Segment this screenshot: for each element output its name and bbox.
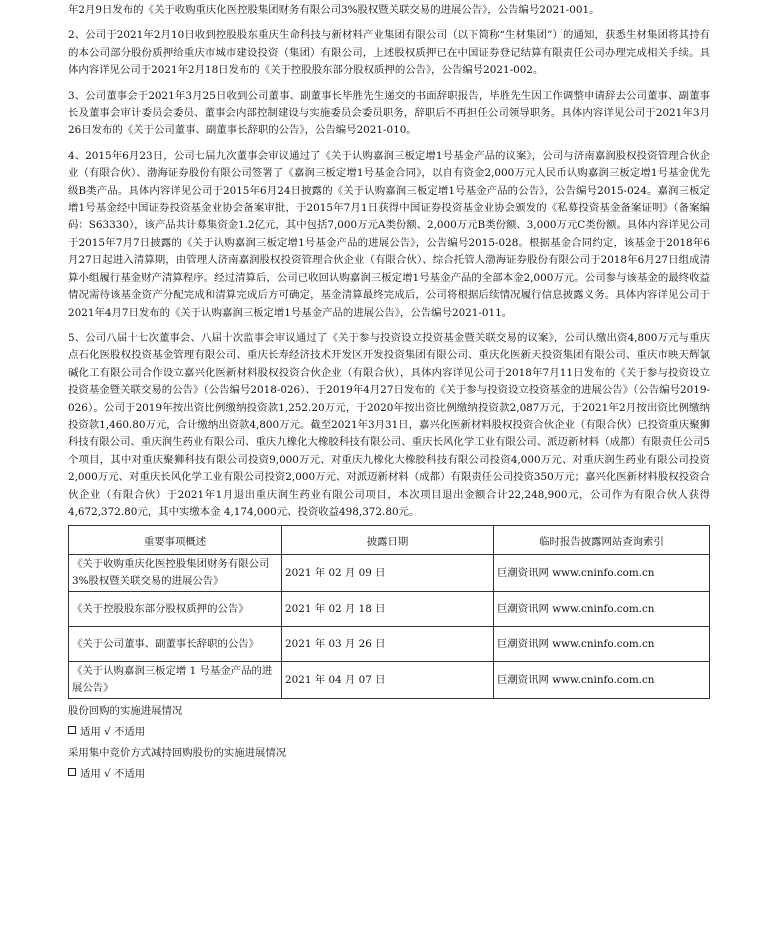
table-row — [69, 627, 710, 662]
table-row — [69, 662, 710, 699]
paragraph-item-5: 5、公司八届十七次董事会、八届十次监事会审议通过了《关于参与投资设立投资基金暨关联交易的议案》，公司认缴出资4,800万元与重庆点石化医股权投资基金管理有限公司、重庆长寿经济技术开发区开发投资集团有限公司、重庆化医新天投资集团有限公司、重庆市映天辉氯碱化工有限公司合作设立嘉兴化医新材料股权投资合伙企业（有限合伙），具体内容详见公司于2018年7月11日发布的《关于参与投资设立投资基金暨关联交易的公告》（公告编号2018-026）、于2019年4月27日发布的《关于参与投资设立投资基金的进展公告》（公告编号2019-026）。公司于2019年按出资比例缴纳投资款1,252.20万元，于2020年按出资比例缴纳投资款2,087万元，于2021年2月按出资比例缴纳投资款1,460.80万元，合计缴纳出资款4,800万元。截至2021年3月31日，嘉兴化医新材料股权投资合伙企业（有限合伙）已投资重庆聚狮科技有限公司、重庆润生药业有限公司、重庆九橡化大橡胶科技有限公司、重庆长风化学工业有限公司、派迈新材料（成都）有限责任公司5个项目，其中对重庆聚狮科技有限公司投资9,000万元、对重庆九橡化大橡胶科技有限公司投资4,000万元、对重庆润生药业有限公司投资2,000万元、对重庆长风化学工业有限公司投资2,000万元、对派迈新材料（成都）有限责任公司投资350万元；嘉兴化医新材料股权投资合伙企业（有限合伙）于2021年1月退出重庆润生药业有限公司项目，本次项目退出金额合计22,248,900元，公司作为有限合伙人获得4,672,372.80元，其中实缴本金 4,174,000元、投资收益498,372.80元。 — [68, 331, 710, 518]
disclosure-table — [68, 525, 710, 699]
paragraph-item-3: 3、公司董事会于2021年3月25日收到公司董事、副董事长毕胜先生递交的书面辞职报告，毕胜先生因工作调整申请辞去公司董事、副董事长及董事会审计委员会委员、董事会内部控制建设与实施委员会委员职务，辞职后不再担任公司领导职务。具体内容详见公司于2021年3月26日发布的《关于公司董事、副董事长辞职的公告》，公告编号2021-010。 — [68, 89, 710, 137]
checkbox-icon — [68, 726, 76, 734]
cell-date: 2021 年 04 月 07 日 — [282, 662, 494, 699]
cell-summary: 《关于认购嘉润三板定增 1 号基金产品的进展公告》 — [69, 662, 282, 699]
paragraph-continuation: 年2月9日发布的《关于收购重庆化医控股集团财务有限公司3%股权暨关联交易的进展公告》，公告编号2021-001。 — [68, 4, 600, 16]
table-row — [69, 592, 710, 627]
paragraph-item-2: 2、公司于2021年2月10日收到控股股东重庆生命科技与新材料产业集团有限公司（以下简称“生材集团”）的通知，获悉生材集团将其持有的本公司部分股份质押给重庆市城市建设投资（集团）有限公司，上述股权质押已在中国证券登记结算有限责任公司办理完成相关手续。具体内容详见公司于2021年2月18日发布的《关于控股股东部分股权质押的公告》，公告编号2021-002。 — [68, 29, 710, 77]
table-header-row — [69, 526, 710, 555]
cell-date: 2021 年 03 月 26 日 — [282, 627, 494, 662]
col-header-index: 临时报告披露网站查询索引 — [494, 526, 710, 555]
section-title-reduction: 采用集中竞价方式减持回购股份的实施进展情况 — [68, 747, 287, 760]
cell-summary: 《关于公司董事、副董事长辞职的公告》 — [69, 627, 282, 662]
cell-summary: 《关于收购重庆化医控股集团财务有限公司 3%股权暨关联交易的进展公告》 — [69, 555, 282, 592]
cell-date: 2021 年 02 月 09 日 — [282, 555, 494, 592]
table-row — [69, 555, 710, 592]
applicability-option — [68, 724, 710, 741]
applicability-label: 适用 √ 不适用 — [80, 726, 146, 739]
cell-summary: 《关于控股股东部分股权质押的公告》 — [69, 592, 282, 627]
section-title-share-repurchase: 股份回购的实施进展情况 — [68, 705, 183, 718]
checkbox-icon — [68, 768, 76, 776]
applicability-label: 适用 √ 不适用 — [80, 768, 146, 781]
col-header-summary: 重要事项概述 — [69, 526, 282, 555]
cell-index: 巨潮资讯网 www.cninfo.com.cn — [494, 555, 710, 592]
cell-date: 2021 年 02 月 18 日 — [282, 592, 494, 627]
col-header-date: 披露日期 — [282, 526, 494, 555]
cell-index: 巨潮资讯网 www.cninfo.com.cn — [494, 627, 710, 662]
cell-index: 巨潮资讯网 www.cninfo.com.cn — [494, 662, 710, 699]
document-page — [68, 2, 710, 783]
cell-index: 巨潮资讯网 www.cninfo.com.cn — [494, 592, 710, 627]
applicability-option — [68, 766, 710, 783]
paragraph-item-4: 4、2015年6月23日，公司七届九次董事会审议通过了《关于认购嘉润三板定增1号基金产品的议案》，公司与济南嘉润股权投资管理合伙企业（有限合伙）、渤海证券股份有限公司签署了《嘉润三板定增1号基金合同》，以自有资金2,000万元人民币认购嘉润三板定增1号基金优先级B类产品。具体内容详见公司于2015年6月24日披露的《关于认购嘉润三板定增1号基金产品的公告》，公告编号2015-024。嘉润三板定增1号基金经中国证券投资基金业协会备案审批，于2015年7月1日获得中国证券投资基金业协会颁发的《私募投资基金备案证明》（备案编码：S63330），该产品共计募集资金1.2亿元，其中包括7,000万元A类份额、2,000万元B类份额、3,000万元C类份额。具体内容详见公司于2015年7月7日披露的《关于认购嘉润三板定增1号基金产品的进展公告》，公告编号2015-028。根据基金合同约定，该基金于2018年6月27日起进入清算期，由管理人济南嘉润股权投资管理合伙企业（有限合伙）、综合托管人渤海证券股份有限公司于2018年6月27日组成清算小组履行基金财产清算程序。经过清算后，公司已收回认购嘉润三板定增1号基金产品的全部本金2,000万元。公司参与该基金的最终收益情况需待该基金资产分配完成和清算完成后方可确定，基金清算最终完成后，公司将根据后续情况履行信息披露义务。具体内容详见公司于2021年4月7日发布的《关于认购嘉润三板定增1号基金产品的进展公告》，公告编号2021-011。 — [68, 149, 710, 319]
